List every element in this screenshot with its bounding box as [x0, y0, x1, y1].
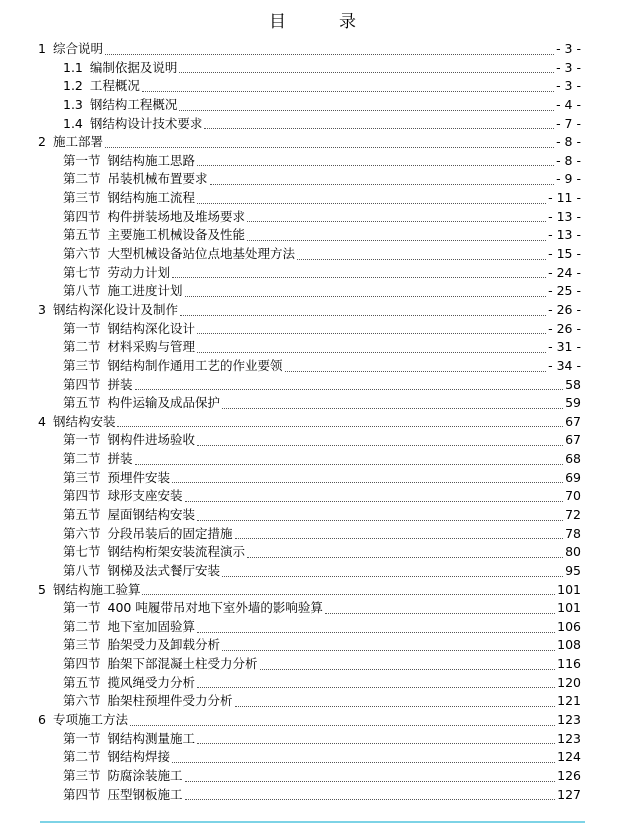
toc-dot-leader: [235, 705, 556, 707]
toc-entry-page-number: 68: [565, 451, 581, 467]
toc-section-entry[interactable]: [0, 786, 625, 805]
toc-entry-number: 第八节: [63, 283, 101, 299]
toc-chapter-entry[interactable]: [0, 133, 625, 152]
toc-entry-title: 材料采购与管理: [107, 339, 196, 355]
toc-dot-leader: [105, 146, 554, 148]
toc-entry-title: 预埋件安装: [107, 469, 171, 485]
toc-entry-page-number: 123: [557, 712, 581, 728]
toc-dot-leader: [247, 220, 546, 222]
toc-entry-page-number: 108: [557, 637, 581, 653]
toc-entry-number: 第三节: [63, 190, 101, 206]
toc-section-entry[interactable]: [0, 226, 625, 245]
toc-dot-leader: [197, 686, 555, 688]
toc-title: 目 录: [269, 12, 374, 32]
toc-chapter-entry[interactable]: [0, 711, 625, 730]
toc-entry-page-number: 69: [565, 469, 581, 485]
toc-entry-number: 第七节: [63, 264, 101, 280]
toc-entry-page-number: 127: [557, 786, 581, 802]
toc-dot-leader: [197, 164, 554, 166]
toc-entry-number: 第四节: [63, 786, 101, 802]
toc-entry-number: 第一节: [63, 320, 101, 336]
toc-section-entry[interactable]: [0, 450, 625, 469]
toc-entry-title: 胎架柱预埋件受力分析: [107, 693, 233, 709]
toc-section-entry[interactable]: [0, 170, 625, 189]
toc-entry-number: 第一节: [63, 730, 101, 746]
toc-entry-title: 分段吊装后的固定措施: [107, 525, 233, 541]
toc-entry-page-number: 80: [565, 544, 581, 560]
toc-dot-leader: [142, 593, 555, 595]
toc-section-entry[interactable]: [0, 525, 625, 544]
toc-entry-page-number: - 34 -: [548, 357, 581, 373]
toc-dot-leader: [197, 742, 555, 744]
toc-section-entry[interactable]: [0, 208, 625, 227]
toc-entry-title: 揽风绳受力分析: [107, 674, 196, 690]
toc-entry-title: 劳动力计划: [107, 264, 171, 280]
toc-dot-leader: [105, 53, 554, 55]
toc-entry-number: 6: [38, 712, 46, 728]
toc-section-entry[interactable]: [0, 264, 625, 283]
toc-entry-page-number: - 8 -: [556, 134, 581, 150]
toc-entry-page-number: 67: [565, 413, 581, 429]
toc-entry-title: 钢结构桁架安装流程演示: [107, 544, 246, 560]
toc-entry-number: 5: [38, 581, 46, 597]
toc-entry-number: 第二节: [63, 451, 101, 467]
toc-section-entry[interactable]: [0, 618, 625, 637]
toc-entry-title: 压型钢板施工: [107, 786, 183, 802]
toc-entry-number: 第一节: [63, 432, 101, 448]
toc-entry-page-number: - 8 -: [556, 152, 581, 168]
toc-section-entry[interactable]: [0, 115, 625, 134]
toc-entry-page-number: 101: [557, 581, 581, 597]
toc-entry-page-number: - 25 -: [548, 283, 581, 299]
toc-dot-leader: [117, 425, 563, 427]
toc-entry-number: 第六节: [63, 525, 101, 541]
toc-entry-page-number: - 26 -: [548, 301, 581, 317]
toc-entry-number: 1.2: [63, 78, 83, 94]
toc-entry-title: 钢结构深化设计及制作: [52, 301, 178, 317]
toc-entry-number: 第一节: [63, 600, 101, 616]
toc-dot-leader: [179, 71, 554, 73]
toc-entry-number: 第二节: [63, 171, 101, 187]
toc-entry-title: 钢结构焊接: [107, 749, 171, 765]
toc-chapter-entry[interactable]: [0, 413, 625, 432]
toc-entry-page-number: - 7 -: [556, 115, 581, 131]
toc-entry-page-number: - 4 -: [556, 96, 581, 112]
toc-section-entry[interactable]: [0, 152, 625, 171]
toc-entry-number: 第五节: [63, 227, 101, 243]
toc-entry-title: 编制依据及说明: [89, 59, 178, 75]
toc-dot-leader: [197, 444, 563, 446]
toc-entry-number: 第三节: [63, 357, 101, 373]
toc-dot-leader: [185, 780, 556, 782]
toc-entry-title: 钢结构深化设计: [107, 320, 196, 336]
toc-dot-leader: [185, 295, 547, 297]
toc-section-entry[interactable]: [0, 767, 625, 786]
toc-entry-number: 第二节: [63, 618, 101, 634]
toc-entry-page-number: - 24 -: [548, 264, 581, 280]
toc-entry-page-number: 67: [565, 432, 581, 448]
toc-entry-title: 地下室加固验算: [107, 618, 196, 634]
toc-entry-page-number: 123: [557, 730, 581, 746]
toc-entry-number: 第八节: [63, 562, 101, 578]
toc-dot-leader: [197, 332, 546, 334]
toc-entry-page-number: - 3 -: [556, 59, 581, 75]
toc-entry-title: 钢构件进场验收: [107, 432, 196, 448]
toc-dot-leader: [172, 481, 563, 483]
toc-entry-number: 1.1: [63, 59, 83, 75]
toc-dot-leader: [247, 239, 546, 241]
toc-dot-leader: [222, 407, 563, 409]
toc-section-entry[interactable]: [0, 469, 625, 488]
toc-dot-leader: [222, 575, 563, 577]
toc-entry-page-number: 59: [565, 395, 581, 411]
toc-entry-title: 拼装: [107, 451, 133, 467]
toc-dot-leader: [179, 109, 554, 111]
toc-dot-leader: [285, 370, 547, 372]
toc-section-entry[interactable]: [0, 637, 625, 656]
toc-entry-number: 第四节: [63, 488, 101, 504]
toc-entry-page-number: - 11 -: [548, 190, 581, 206]
toc-dot-leader: [197, 202, 546, 204]
toc-entry-number: 第三节: [63, 469, 101, 485]
toc-chapter-entry[interactable]: [0, 301, 625, 320]
toc-section-entry[interactable]: [0, 59, 625, 78]
toc-entry-title: 工程概况: [89, 78, 140, 94]
toc-entry-title: 施工进度计划: [107, 283, 183, 299]
toc-section-entry[interactable]: [0, 692, 625, 711]
toc-entry-number: 第七节: [63, 544, 101, 560]
toc-entry-page-number: 120: [557, 674, 581, 690]
toc-entry-title: 施工部署: [52, 134, 103, 150]
toc-section-entry[interactable]: [0, 394, 625, 413]
toc-dot-leader: [247, 556, 563, 558]
toc-entry-number: 第四节: [63, 376, 101, 392]
toc-entry-page-number: - 26 -: [548, 320, 581, 336]
toc-entry-number: 第三节: [63, 767, 101, 783]
toc-dot-leader: [135, 388, 564, 390]
toc-entry-title: 钢结构施工流程: [107, 190, 196, 206]
toc-dot-leader: [210, 183, 555, 185]
toc-entry-page-number: 126: [557, 767, 581, 783]
toc-dot-leader: [260, 668, 556, 670]
toc-entry-title: 综合说明: [52, 40, 103, 56]
toc-dot-leader: [185, 798, 556, 800]
toc-entry-page-number: - 13 -: [548, 227, 581, 243]
toc-entry-number: 第二节: [63, 749, 101, 765]
toc-entry-page-number: 58: [565, 376, 581, 392]
toc-entry-number: 1.4: [63, 115, 83, 131]
toc-entry-title: 钢结构制作通用工艺的作业要领: [107, 357, 283, 373]
toc-entry-page-number: - 9 -: [556, 171, 581, 187]
toc-entry-page-number: 106: [557, 618, 581, 634]
toc-dot-leader: [297, 258, 546, 260]
toc-section-entry[interactable]: [0, 599, 625, 618]
toc-section-entry[interactable]: [0, 245, 625, 264]
toc-entry-page-number: 116: [557, 656, 581, 672]
toc-entry-title: 球形支座安装: [107, 488, 183, 504]
toc-dot-leader: [185, 500, 564, 502]
toc-entry-title: 400 吨履带吊对地下室外墙的影响验算: [107, 600, 323, 616]
toc-dot-leader: [142, 90, 554, 92]
toc-entry-number: 第一节: [63, 152, 101, 168]
toc-section-entry[interactable]: [0, 320, 625, 339]
toc-section-entry[interactable]: [0, 730, 625, 749]
toc-dot-leader: [130, 724, 555, 726]
toc-entry-number: 第五节: [63, 674, 101, 690]
toc-entry-title: 构件拼装场地及堆场要求: [107, 208, 246, 224]
toc-entry-page-number: - 3 -: [556, 40, 581, 56]
toc-section-entry[interactable]: [0, 77, 625, 96]
toc-entry-number: 第五节: [63, 507, 101, 522]
toc-section-entry[interactable]: [0, 674, 625, 693]
toc-entry-page-number: 101: [557, 600, 581, 616]
toc-entry-title: 拼装: [107, 376, 133, 392]
toc-entry-page-number: 124: [557, 749, 581, 765]
toc-entry-title: 大型机械设备站位点地基处理方法: [107, 246, 296, 262]
toc-entry-title: 主要施工机械设备及性能: [107, 227, 246, 243]
toc-dot-leader: [197, 519, 563, 521]
toc-entry-number: 2: [38, 134, 46, 150]
toc-entry-page-number: 70: [565, 488, 581, 504]
toc-entry-number: 4: [38, 413, 46, 429]
toc-entry-number: 1: [38, 40, 46, 56]
toc-entry-number: 1.3: [63, 96, 83, 112]
toc-entry-title: 屋面钢结构安装: [107, 507, 196, 522]
toc-chapter-entry[interactable]: [0, 40, 625, 59]
toc-entry-title: 钢结构施工验算: [52, 581, 141, 597]
toc-entry-title: 胎架下部混凝土柱受力分析: [107, 656, 258, 672]
toc-dot-leader: [204, 127, 554, 129]
toc-entry-number: 第四节: [63, 208, 101, 224]
toc-dot-leader: [197, 631, 555, 633]
toc-entry-page-number: 78: [565, 525, 581, 541]
toc-entry-number: 第三节: [63, 637, 101, 653]
toc-dot-leader: [325, 612, 555, 614]
toc-dot-leader: [180, 314, 546, 316]
toc-entry-title: 防腐涂装施工: [107, 767, 183, 783]
toc-section-entry[interactable]: [0, 487, 625, 506]
toc-section-entry[interactable]: [0, 506, 625, 525]
toc-entry-title: 钢结构施工思路: [107, 152, 196, 168]
toc-dot-leader: [235, 537, 564, 539]
toc-entry-page-number: - 3 -: [556, 78, 581, 94]
toc-dot-leader: [197, 351, 546, 353]
toc-section-entry[interactable]: [0, 748, 625, 767]
toc-entry-number: 第二节: [63, 339, 101, 355]
toc-entry-title: 专项施工方法: [52, 712, 128, 728]
toc-entry-title: 钢结构工程概况: [89, 96, 178, 112]
toc-entry-number: 3: [38, 301, 46, 317]
toc-section-entry[interactable]: [0, 189, 625, 208]
toc-entry-page-number: - 13 -: [548, 208, 581, 224]
toc-entry-number: 第四节: [63, 656, 101, 672]
toc-section-entry[interactable]: [0, 543, 625, 562]
toc-dot-leader: [135, 463, 564, 465]
toc-entry-page-number: 72: [565, 507, 581, 522]
toc-dot-leader: [172, 761, 555, 763]
toc-entry-number: 第六节: [63, 246, 101, 262]
page-bottom-rule: [40, 821, 585, 823]
toc-section-entry[interactable]: [0, 338, 625, 357]
toc-entry-title: 胎架受力及卸载分析: [107, 637, 221, 653]
toc-entry-page-number: - 15 -: [548, 246, 581, 262]
toc-dot-leader: [222, 649, 555, 651]
toc-entry-number: 第五节: [63, 395, 101, 411]
toc-entry-page-number: - 31 -: [548, 339, 581, 355]
toc-entry-title: 吊装机械布置要求: [107, 171, 208, 187]
table-of-contents: [0, 40, 625, 804]
toc-entry-title: 钢梯及法式餐厅安装: [107, 562, 221, 578]
toc-entry-title: 钢结构测量施工: [107, 730, 196, 746]
toc-section-entry[interactable]: [0, 562, 625, 581]
toc-section-entry[interactable]: [0, 96, 625, 115]
toc-section-entry[interactable]: [0, 282, 625, 301]
toc-entry-title: 构件运输及成品保护: [107, 395, 221, 411]
toc-dot-leader: [172, 276, 546, 278]
toc-entry-number: 第六节: [63, 693, 101, 709]
toc-section-entry[interactable]: [0, 655, 625, 674]
toc-chapter-entry[interactable]: [0, 581, 625, 600]
toc-entry-page-number: 95: [565, 562, 581, 578]
toc-section-entry[interactable]: [0, 357, 625, 376]
toc-section-entry[interactable]: [0, 376, 625, 395]
toc-entry-page-number: 121: [557, 693, 581, 709]
toc-entry-title: 钢结构安装: [52, 413, 116, 429]
toc-entry-title: 钢结构设计技术要求: [89, 115, 203, 131]
toc-section-entry[interactable]: [0, 431, 625, 450]
